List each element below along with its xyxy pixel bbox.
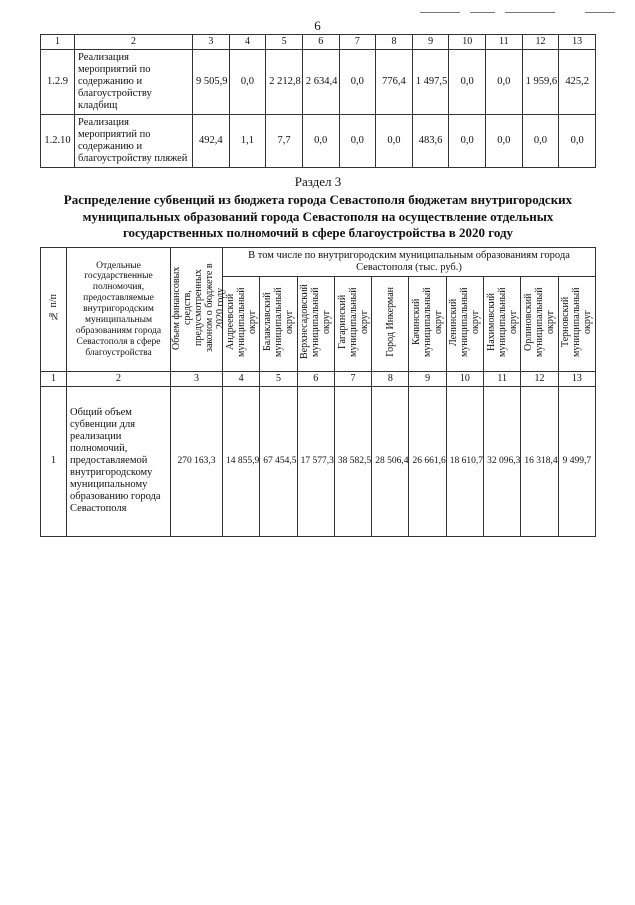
index-cell: 10 (446, 372, 483, 387)
row-name: Реализация мероприятий по содержанию и благоустройству пляжей (75, 114, 193, 167)
header-volume: Объем финансовых средств, предусмотренных законом о бюджете в 2020 году (171, 248, 223, 372)
value-cell: 492,4 (193, 114, 230, 167)
value-cell: 32 096,3 (484, 386, 521, 536)
row-number: 1 (41, 386, 67, 536)
main-title: Распределение субвенций из бюджета города Севастополя бюджетам внутригородских муниципальных образований города Севастополя на осуществление отдельных государственных полномочий в сфере благоустройства в 2020 году (63, 192, 573, 240)
header-district: Верхнесадовский муниципальный округ (297, 277, 334, 372)
row-number: 1.2.10 (41, 114, 75, 167)
index-cell: 5 (266, 35, 303, 50)
table-index-row (41, 372, 596, 387)
page-number: 6 (314, 18, 321, 33)
value-cell: 0,0 (449, 114, 486, 167)
index-cell: 5 (260, 372, 297, 387)
index-cell: 12 (522, 35, 559, 50)
value-cell: 270 163,3 (171, 386, 223, 536)
index-cell: 8 (376, 35, 413, 50)
header-name: Отдельные государственные полномочия, предоставляемые внутригородским муниципальным образованиям города Севастополя в сфере благоустройства (67, 248, 171, 372)
header-num: № п/п (41, 248, 67, 372)
value-cell: 0,0 (339, 114, 376, 167)
index-cell: 3 (171, 372, 223, 387)
value-cell: 18 610,7 (446, 386, 483, 536)
header-district: Ленинский муниципальный округ (446, 277, 483, 372)
document-sheet (40, 34, 596, 894)
index-cell: 13 (559, 35, 596, 50)
value-cell: 2 212,8 (266, 49, 303, 114)
table-index-row (41, 35, 596, 50)
section-heading (40, 174, 596, 241)
index-cell: 2 (67, 372, 171, 387)
row-name: Реализация мероприятий по содержанию и благоустройству кладбищ (75, 49, 193, 114)
table-row (41, 114, 596, 167)
value-cell: 0,0 (229, 49, 266, 114)
header-district: Балаклавский муниципальный округ (260, 277, 297, 372)
header-group: В том числе по внутригородским муниципальным образованиям города Севастополя (тыс. руб.) (223, 248, 596, 277)
index-cell: 4 (223, 372, 260, 387)
value-cell: 0,0 (486, 114, 523, 167)
index-cell: 7 (339, 35, 376, 50)
scan-mark (420, 12, 460, 13)
index-cell: 9 (409, 372, 446, 387)
header-district: Качинский муниципальный округ (409, 277, 446, 372)
value-cell: 1,1 (229, 114, 266, 167)
main-table (40, 247, 596, 537)
row-name: Общий объем субвенции для реализации полномочий, предоставляемой внутригородскому муниципальному образованию города Севастополя (67, 386, 171, 536)
index-cell: 12 (521, 372, 558, 387)
value-cell: 0,0 (486, 49, 523, 114)
value-cell: 16 318,4 (521, 386, 558, 536)
row-number: 1.2.9 (41, 49, 75, 114)
value-cell: 38 582,5 (334, 386, 371, 536)
table-row (41, 386, 596, 536)
header-district: Андреевский муниципальный округ (223, 277, 260, 372)
header-district: Нахимовский муниципальный округ (484, 277, 521, 372)
scan-mark (505, 12, 555, 13)
scan-mark (470, 12, 495, 13)
value-cell: 14 855,9 (223, 386, 260, 536)
value-cell: 17 577,3 (297, 386, 334, 536)
header-district: Гагаринский муниципальный округ (334, 277, 371, 372)
index-cell: 1 (41, 372, 67, 387)
value-cell: 0,0 (559, 114, 596, 167)
index-cell: 2 (75, 35, 193, 50)
index-cell: 4 (229, 35, 266, 50)
header-district: Город Инкерман (372, 277, 409, 372)
value-cell: 0,0 (449, 49, 486, 114)
value-cell: 26 661,6 (409, 386, 446, 536)
index-cell: 6 (302, 35, 339, 50)
value-cell: 0,0 (302, 114, 339, 167)
value-cell: 425,2 (559, 49, 596, 114)
value-cell: 9 499,7 (558, 386, 595, 536)
table-row (41, 49, 596, 114)
value-cell: 776,4 (376, 49, 413, 114)
index-cell: 1 (41, 35, 75, 50)
index-cell: 10 (449, 35, 486, 50)
index-cell: 11 (484, 372, 521, 387)
value-cell: 2 634,4 (302, 49, 339, 114)
value-cell: 28 506,4 (372, 386, 409, 536)
value-cell: 67 454,5 (260, 386, 297, 536)
index-cell: 11 (486, 35, 523, 50)
index-cell: 3 (193, 35, 230, 50)
scan-mark (585, 12, 615, 13)
value-cell: 0,0 (376, 114, 413, 167)
header-district: Орлиновский муниципальный округ (521, 277, 558, 372)
value-cell: 483,6 (412, 114, 449, 167)
index-cell: 8 (372, 372, 409, 387)
value-cell: 9 505,9 (193, 49, 230, 114)
value-cell: 0,0 (522, 114, 559, 167)
value-cell: 1 959,6 (522, 49, 559, 114)
index-cell: 7 (334, 372, 371, 387)
section-title: Раздел 3 (294, 174, 342, 190)
header-district: Терновский муниципальный округ (558, 277, 595, 372)
value-cell: 0,0 (339, 49, 376, 114)
index-cell: 13 (558, 372, 595, 387)
value-cell: 7,7 (266, 114, 303, 167)
index-cell: 9 (412, 35, 449, 50)
value-cell: 1 497,5 (412, 49, 449, 114)
index-cell: 6 (297, 372, 334, 387)
top-table (40, 34, 596, 168)
